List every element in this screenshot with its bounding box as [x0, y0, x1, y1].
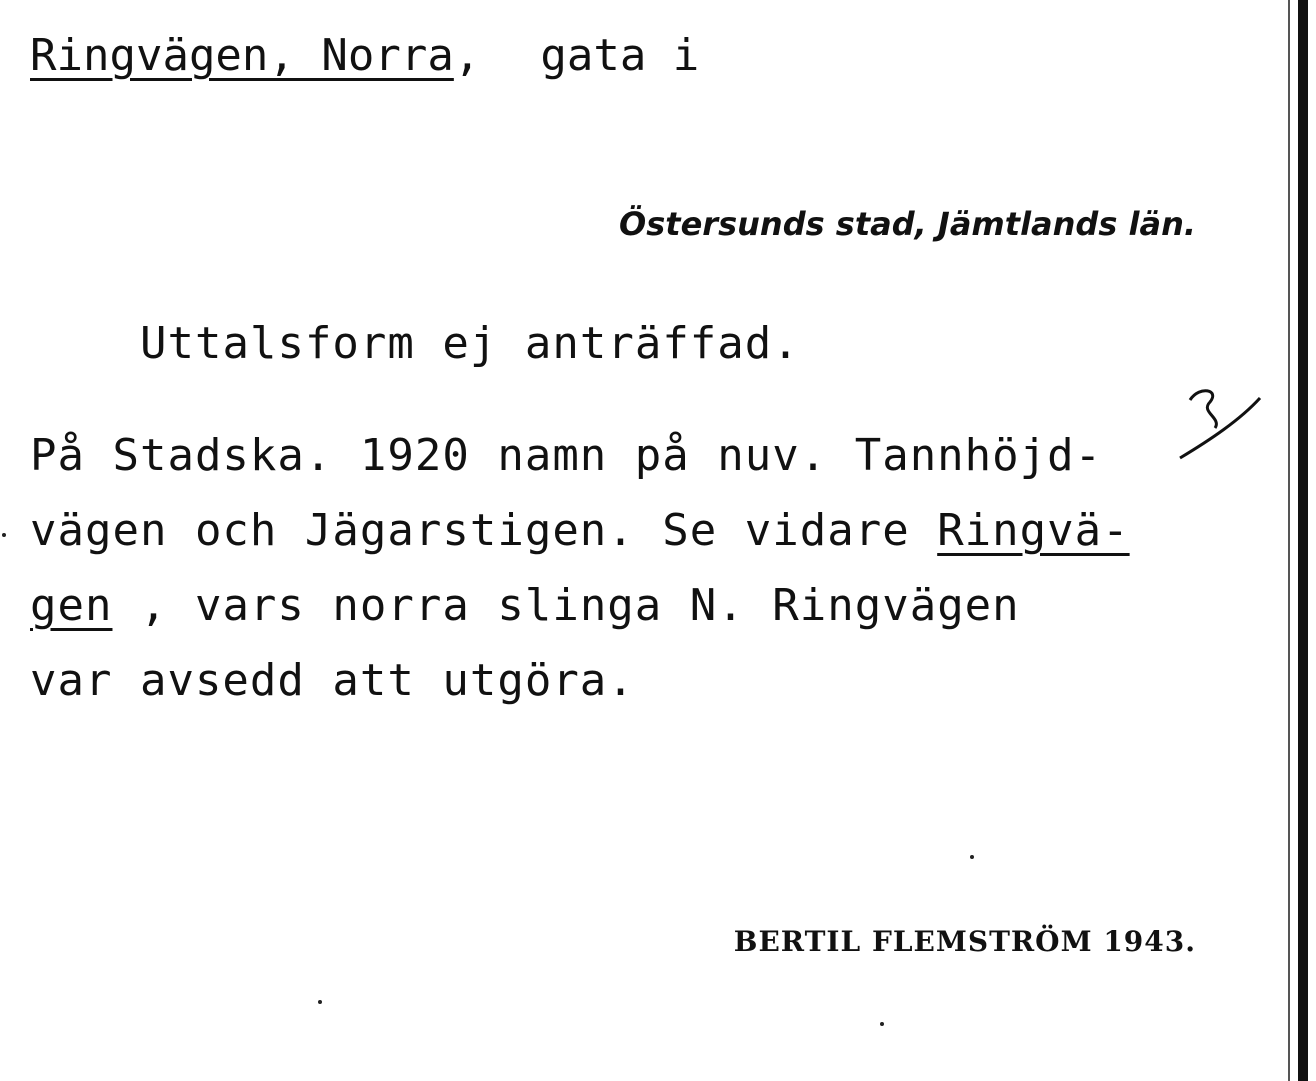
heading-comma: , — [453, 30, 481, 81]
cross-reference-end: gen — [30, 580, 113, 631]
body-line-3-text: , vars norra slinga N. Ringvägen — [112, 580, 1020, 631]
scan-speck — [880, 1022, 884, 1026]
signature-line: BERTIL FLEMSTRÖM 1943. — [733, 925, 1196, 958]
body-line-2 — [30, 505, 1130, 556]
scan-speck — [970, 855, 974, 859]
scan-speck — [318, 1000, 322, 1004]
location-line: Östersunds stad, Jämtlands län. — [619, 205, 1196, 243]
heading-name: Ringvägen, Norra — [30, 30, 454, 81]
heading-type: gata i — [540, 30, 700, 81]
card-edge-line — [1288, 0, 1290, 1081]
scan-speck — [2, 533, 6, 537]
card-heading — [30, 30, 699, 81]
body-line-1: På Stadska. 1920 namn på nuv. Tannhöjd- — [30, 430, 1103, 481]
pronunciation-note: Uttalsform ej anträffad. — [140, 318, 800, 369]
body-line-4: var avsedd att utgöra. — [30, 655, 635, 706]
handwritten-correction-mark — [1160, 380, 1270, 460]
body-line-2-text: vägen och Jägarstigen. Se vidare — [30, 505, 938, 556]
body-line-3 — [30, 580, 1020, 631]
card-edge-shadow — [1298, 0, 1308, 1081]
cross-reference-start: Ringvä- — [937, 505, 1130, 556]
